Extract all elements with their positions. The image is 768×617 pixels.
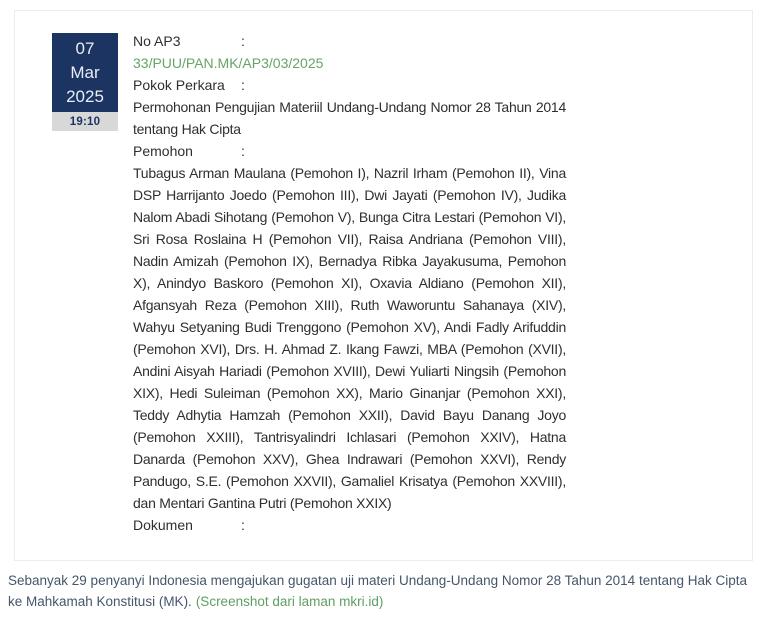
date-day: 07: [75, 38, 95, 58]
field-row-pemohon: [133, 140, 566, 162]
date-box: [52, 33, 118, 112]
embedded-screenshot: [14, 10, 753, 561]
pokok-perkara-text: Permohonan Pengujian Materiil Undang-Undang Nomor 28 Tahun 2014 tentang Hak Cipta: [133, 99, 566, 137]
field-row-pokok-perkara: [133, 74, 566, 96]
time-strip: [52, 112, 118, 131]
date-badge: [52, 33, 118, 131]
field-label-pokok-perkara: Pokok Perkara: [133, 77, 225, 93]
colon-separator: :: [241, 33, 245, 49]
image-caption: [8, 570, 758, 612]
case-record: [133, 30, 566, 536]
field-row-no-ap3: [133, 30, 566, 52]
field-label-no-ap3: No AP3: [133, 33, 181, 49]
colon-separator: :: [241, 77, 245, 93]
date-year: 2025: [66, 86, 104, 106]
case-number-link[interactable]: 33/PUU/PAN.MK/AP3/03/2025: [133, 55, 324, 71]
caption-text: Sebanyak 29 penyanyi Indonesia mengajukan gugatan uji materi Undang-Undang Nomor 28 Tahun 2014 tentang Hak Cipta ke Mahkamah Konstitusi (MK).: [8, 573, 748, 609]
field-row-dokumen: [133, 514, 566, 536]
field-label-dokumen: Dokumen: [133, 517, 193, 533]
date-month: Mar: [70, 62, 100, 82]
pemohon-list-text: Tubagus Arman Maulana (Pemohon I), Nazril Irham (Pemohon II), Vina DSP Harrijanto Joedo (Pemohon III), Dwi Jayati (Pemohon IV), Judika Nalom Abadi Sihotang (Pemohon V), Bunga Citra Lestari (Pemohon VI), Sri Rosa Roslaina H (Pemohon VII), Raisa Andriana (Pemohon VIII), Nadin Amizah (Pemohon IX), Bernadya Ribka Jayakusuma, Pemohon X), Anindyo Baskoro (Pemohon XI), Oxavia Aldiano (Pemohon XII), Afgansyah Reza (Pemohon XIII), Ruth Waworuntu Sahanaya (XIV), Wahyu Setyaning Budi Trenggono (Pemohon XV), Andi Fadly Arifuddin (Pemohon XVI), Drs. H. Ahmad Z. Ikang Fawzi, MBA (Pemohon (XVII), Andini Aisyah Hariadi (Pemohon XVIII), Dewi Yuliarti Ningsih (Pemohon XIX), Hedi Suleiman (Pemohon XX), Mario Ginanjar (Pemohon XXI), Teddy Adhytia Hamzah (Pemohon XXII), David Bayu Danang Joyo (Pemohon XXIII), Tantrisyalindri Ichlasari (Pemohon XXIV), Hatna Danarda (Pemohon XXV), Ghea Indrawari (Pemohon XXVI), Rendy Pandugo, S.E. (Pemohon XXVII), Gamaliel Krisatya (Pemohon XXVIII), dan Mentari Gantina Putri (Pemohon XXIX): [133, 165, 566, 511]
time-label: 19:10: [69, 115, 101, 128]
colon-separator: :: [241, 517, 245, 533]
field-label-pemohon: Pemohon: [133, 143, 193, 159]
caption-source-link[interactable]: (Screenshot dari laman mkri.id): [195, 594, 384, 609]
colon-separator: :: [241, 143, 245, 159]
